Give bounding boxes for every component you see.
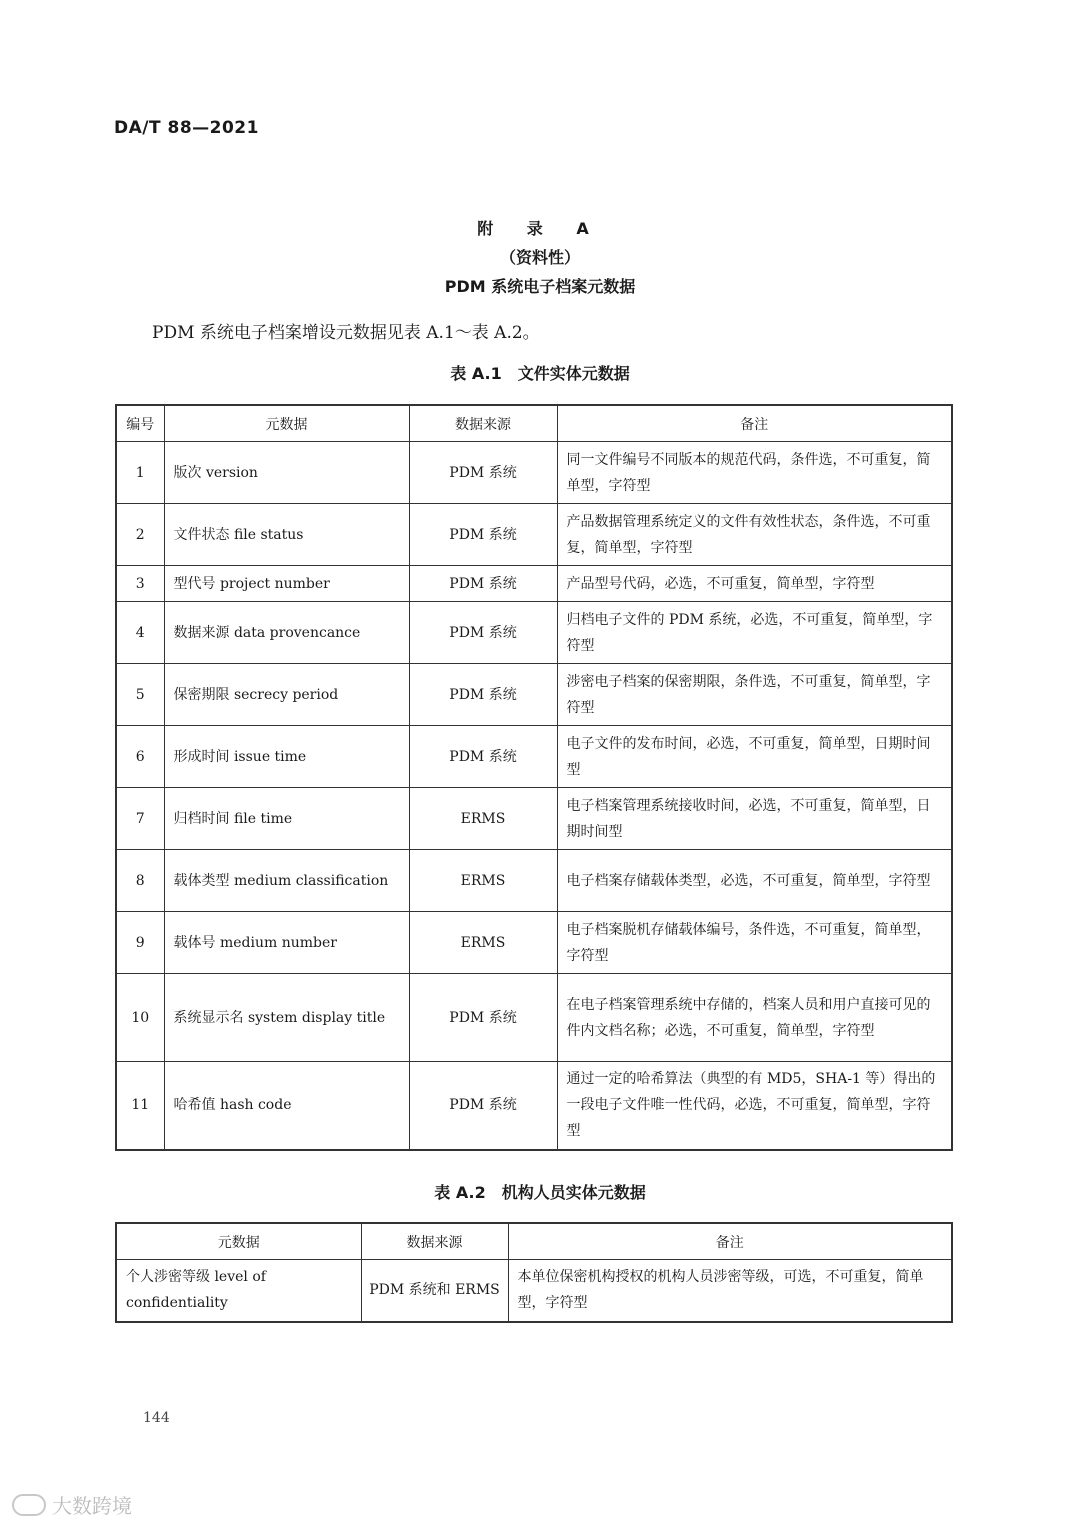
document-code: DA/T 88—2021 [114,118,259,138]
table-row [116,1260,952,1322]
intro-paragraph: PDM 系统电子档案增设元数据见表 A.1～表 A.2。 [152,323,540,343]
source-cell: PDM 系统 [409,1062,557,1150]
header-cell: 元数据 [164,405,409,442]
metadata-cell: 哈希值 hash code [164,1062,409,1150]
page-number: 144 [143,1410,170,1426]
metadata-cell: 形成时间 issue time [164,726,409,788]
note-cell: 电子档案存储载体类型，必选，不可重复，简单型，字符型 [557,850,952,912]
source-cell: PDM 系统和 ERMS [361,1260,508,1322]
table-row [116,974,952,1062]
appendix-type: （资料性） [499,248,580,267]
source-cell: PDM 系统 [409,602,557,664]
metadata-cell: 保密期限 secrecy period [164,664,409,726]
table-row [116,912,952,974]
row-number-cell: 10 [116,974,164,1062]
source-cell: PDM 系统 [409,974,557,1062]
header-cell: 数据来源 [361,1223,508,1260]
metadata-cell: 归档时间 file time [164,788,409,850]
table-row [116,850,952,912]
source-cell: PDM 系统 [409,566,557,602]
table-row [116,442,952,504]
source-cell: ERMS [409,788,557,850]
table-header-row [116,405,952,442]
header-cell: 数据来源 [409,405,557,442]
table1-caption: 表 A.1 文件实体元数据 [450,364,630,383]
note-cell: 涉密电子档案的保密期限，条件选，不可重复，简单型，字符型 [557,664,952,726]
row-number-cell: 1 [116,442,164,504]
metadata-cell: 数据来源 data provencance [164,602,409,664]
metadata-cell: 系统显示名 system display title [164,974,409,1062]
source-cell: PDM 系统 [409,664,557,726]
row-number-cell: 8 [116,850,164,912]
note-cell: 在电子档案管理系统中存储的，档案人员和用户直接可见的件内文档名称；必选，不可重复，简单型，字符型 [557,974,952,1062]
watermark-logo-icon [12,1494,46,1516]
table-row [116,602,952,664]
table-row [116,1062,952,1150]
note-cell: 产品数据管理系统定义的文件有效性状态，条件选，不可重复，简单型，字符型 [557,504,952,566]
table-row [116,664,952,726]
row-number-cell: 6 [116,726,164,788]
row-number-cell: 9 [116,912,164,974]
row-number-cell: 5 [116,664,164,726]
watermark-logo [12,1490,132,1519]
note-cell: 产品型号代码，必选，不可重复，简单型，字符型 [557,566,952,602]
row-number-cell: 2 [116,504,164,566]
source-cell: ERMS [409,912,557,974]
header-cell: 备注 [557,405,952,442]
appendix-name: PDM 系统电子档案元数据 [444,277,636,296]
metadata-cell: 载体类型 medium classification [164,850,409,912]
table-row [116,788,952,850]
header-cell: 备注 [508,1223,952,1260]
metadata-cell: 型代号 project number [164,566,409,602]
note-cell: 本单位保密机构授权的机构人员涉密等级，可选，不可重复，简单型，字符型 [508,1260,952,1322]
header-cell: 元数据 [116,1223,361,1260]
note-cell: 电子档案脱机存储载体编号，条件选，不可重复，简单型，字符型 [557,912,952,974]
note-cell: 电子文件的发布时间，必选，不可重复，简单型，日期时间型 [557,726,952,788]
row-number-cell: 11 [116,1062,164,1150]
table2-caption: 表 A.2 机构人员实体元数据 [434,1183,646,1202]
note-cell: 电子档案管理系统接收时间，必选，不可重复，简单型，日期时间型 [557,788,952,850]
source-cell: PDM 系统 [409,442,557,504]
row-number-cell: 7 [116,788,164,850]
source-cell: PDM 系统 [409,726,557,788]
row-number-cell: 3 [116,566,164,602]
metadata-cell: 个人涉密等级 level of confidentiality [116,1260,361,1322]
metadata-cell: 载体号 medium number [164,912,409,974]
header-cell: 编号 [116,405,164,442]
source-cell: PDM 系统 [409,504,557,566]
table-row [116,504,952,566]
source-cell: ERMS [409,850,557,912]
note-cell: 通过一定的哈希算法（典型的有 MD5，SHA-1 等）得出的一段电子文件唯一性代码，必选，不可重复，简单型，字符型 [557,1062,952,1150]
file-entity-metadata-table [115,404,953,1151]
metadata-cell: 版次 version [164,442,409,504]
note-cell: 同一文件编号不同版本的规范代码，条件选，不可重复，简单型，字符型 [557,442,952,504]
table-row [116,726,952,788]
table-header-row [116,1223,952,1260]
note-cell: 归档电子文件的 PDM 系统，必选，不可重复，简单型，字符型 [557,602,952,664]
row-number-cell: 4 [116,602,164,664]
metadata-cell: 文件状态 file status [164,504,409,566]
personnel-entity-metadata-table [115,1222,953,1323]
table-row [116,566,952,602]
watermark-text: 大数跨境 [52,1494,132,1518]
appendix-title: 附 录 A [477,219,603,238]
